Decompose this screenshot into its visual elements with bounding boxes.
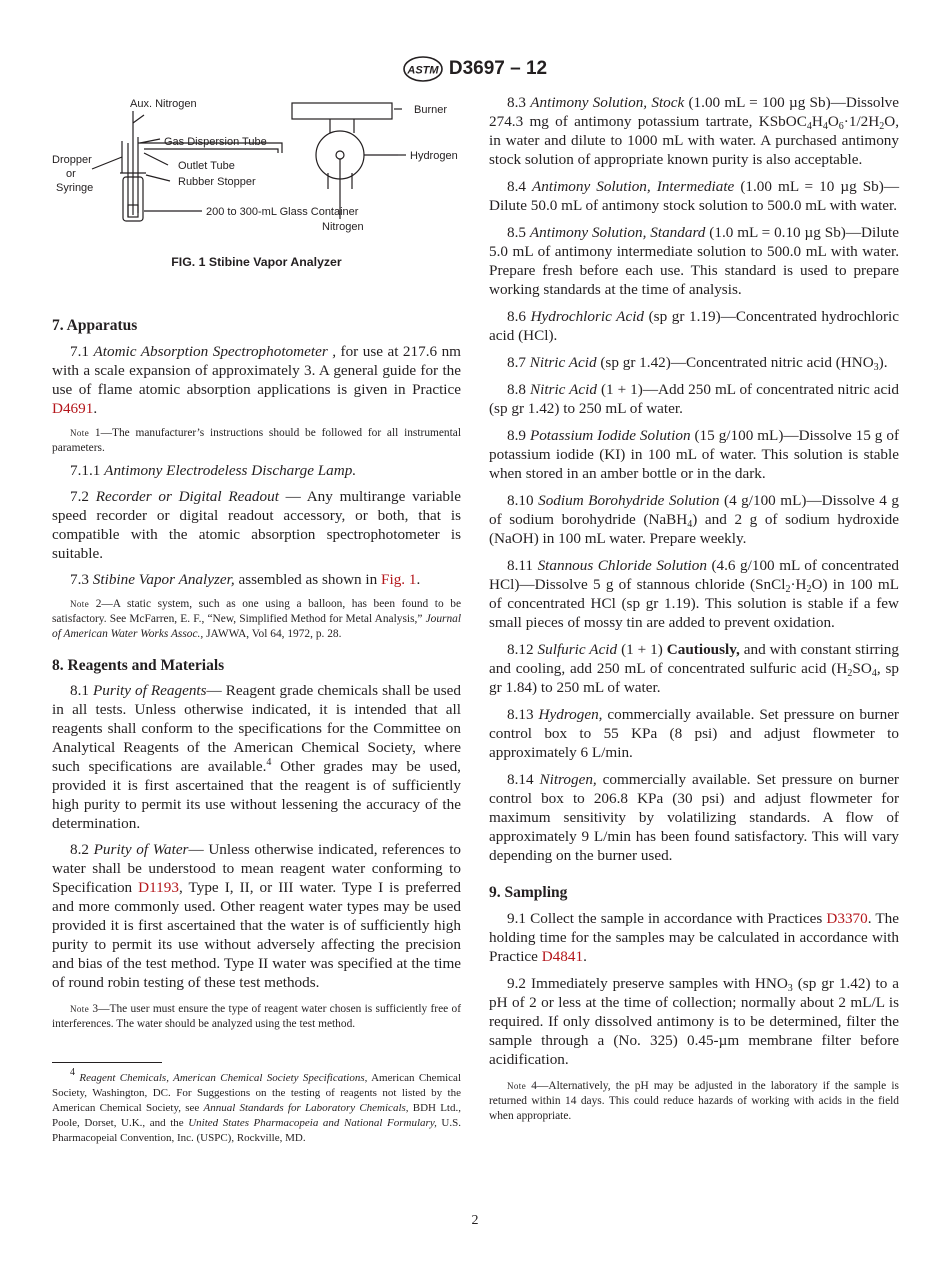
para-8-13: 8.13 Hydrogen, commercially available. Set pressure on burner control box to 55 KPa (8 psi) and adjust flowmeter to approximately 6 L/min.	[489, 706, 899, 761]
label-outlet-tube: Outlet Tube	[178, 160, 235, 172]
right-column	[489, 93, 899, 1124]
label-dropper: Dropper	[52, 154, 92, 166]
footnote-rule	[52, 1062, 162, 1063]
link-fig-1[interactable]: Fig. 1	[381, 571, 417, 588]
link-d3370[interactable]: D3370	[826, 910, 868, 927]
label-glass-container: 200 to 300-mL Glass Container	[206, 206, 359, 218]
para-8-9: 8.9 Potassium Iodide Solution (15 g/100 mL)—Dissolve 15 g of potassium iodide (KI) in 100 mL of water. This solution is stable when stored in an amber bottle or in the dark.	[489, 427, 899, 482]
para-7-1-1: 7.1.1 Antimony Electrodeless Discharge Lamp.	[70, 462, 357, 479]
note-4: Note 4—Alternatively, the pH may be adjusted in the laboratory if the sample is returned within 14 days. This could reduce hazards of working with acids in the field when appropriate.	[489, 1080, 899, 1122]
stibine-analyzer-diagram	[52, 93, 461, 253]
para-8-10: 8.10 Sodium Borohydride Solution (4 g/100 mL)—Dissolve 4 g of sodium borohydride (NaBH$_4$) and 2 g of sodium hydroxide (NaOH) in 100 mL water. Prepare weekly.	[489, 492, 899, 547]
section-7-title: 7. Apparatus	[52, 317, 138, 334]
para-8-3: 8.3 Antimony Solution, Stock (1.00 mL = 100 µg Sb)—Dissolve 274.3 mg of antimony potassium tartrate, $KSbOC_4H_4O_6\cdot 1/2H_2O$, in water and dilute to 1000 mL with water. A purchased antimony stock solution of appropriate known purity is also acceptable.	[489, 94, 900, 168]
label-aux-nitrogen: Aux. Nitrogen	[130, 98, 197, 110]
para-8-11: 8.11 Stannous Chloride Solution (4.6 g/100 mL of concentrated HCl)—Dissolve 5 g of stannous chloride $(SnCl_2\cdot H_2O)$ in 100 mL of concentrated HCl (sp gr 1.19). This solution is stable if a few small pieces of mossy tin are added to prevent oxidation.	[489, 557, 900, 631]
para-8-1: 8.1 Purity of Reagents— Reagent grade chemicals shall be used in all tests. Unless otherwise indicated, it is intended that all reagents shall conform to the specifications for the Committee on Analytical Reagents of the American Chemical Society, where such specifications are available.$^4$ Other grades may be used, provided it is first ascertained that the reagent is of sufficiently high purity to permit its use without lessening the accuracy of the determination.	[52, 682, 461, 832]
label-or: or	[66, 168, 76, 180]
astm-logo	[403, 56, 443, 82]
document-id: D3697 – 12	[448, 58, 548, 79]
para-8-6: 8.6 Hydrochloric Acid (sp gr 1.19)—Concentrated hydrochloric acid (HCl).	[489, 308, 900, 344]
para-7-3: 7.3 Stibine Vapor Analyzer, assembled as shown in Fig. 1.	[70, 571, 421, 588]
para-7-1: 7.1 Atomic Absorption Spectrophotometer , for use at 217.6 nm with a scale expansion of approximately 3. A general guide for the use of flame atomic absorption applications is given in Practice D4691.	[52, 343, 461, 417]
label-syringe: Syringe	[56, 182, 94, 194]
note-3: Note 3—The user must ensure the type of reagent water chosen is sufficiently free of interferences. The water should be analyzed using the test method.	[52, 1003, 462, 1030]
label-rubber-stopper: Rubber Stopper	[178, 176, 256, 188]
page-header	[0, 56, 950, 82]
para-8-8: 8.8 Nitric Acid (1 + 1)—Add 250 mL of concentrated nitric acid (sp gr 1.42) to 250 mL of water.	[489, 381, 900, 417]
para-7-2: 7.2 Recorder or Digital Readout — Any multirange variable speed recorder or digital readout accessory, or both, that is compatible with the atomic absorption spectrophotometer is suitable.	[52, 488, 461, 562]
label-gas-dispersion-tube: Gas Dispersion Tube	[164, 136, 267, 148]
left-column	[52, 93, 461, 1146]
para-8-5: 8.5 Antimony Solution, Standard (1.0 mL = 0.10 µg Sb)—Dilute 5.0 mL of antimony intermediate solution to 500.0 mL with water. Prepare fresh before each use. This standard is used to prepare working standards at the time of analysis.	[489, 224, 900, 298]
label-nitrogen: Nitrogen	[322, 221, 364, 233]
link-d4841[interactable]: D4841	[541, 948, 584, 965]
link-d1193[interactable]: D1193	[138, 879, 179, 896]
footnote-4: $^4$ Reagent Chemicals, American Chemical Society Specifications, American Chemical Society, Washington, DC. For Suggestions on the testing of reagents not listed by the American Chemical Society, see Annual Standards for Laboratory Chemicals, BDH Ltd., Poole, Dorset, U.K., and the United States Pharmacopeia and National Formulary, U.S. Pharmacopeial Convention, Inc. (USPC), Rockville, MD.	[52, 1067, 461, 1144]
para-9-1: 9.1 Collect the sample in accordance with Practices D3370. The holding time for the samples may be calculated in accordance with Practice D4841.	[489, 910, 899, 965]
label-burner: Burner	[414, 104, 448, 116]
page-number: 2	[471, 1213, 479, 1228]
note-1: Note 1—The manufacturer’s instructions should be followed for all instrumental parameters.	[52, 427, 462, 454]
link-d4691[interactable]: D4691	[52, 400, 94, 417]
para-8-12: 8.12 Sulfuric Acid (1 + 1) Cautiously, and with constant stirring and cooling, add 250 mL of concentrated sulfuric acid ($H_2SO_4$, sp gr 1.84) to 250 mL of water.	[489, 641, 899, 696]
para-8-4: 8.4 Antimony Solution, Intermediate (1.00 mL = 10 µg Sb)—Dilute 50.0 mL of antimony stock solution to 500.0 mL with water.	[489, 178, 900, 214]
label-hydrogen: Hydrogen	[410, 150, 458, 162]
section-8-title: 8. Reagents and Materials	[52, 657, 225, 674]
figure-1	[52, 93, 461, 253]
astm-logo-text: ASTM	[407, 64, 439, 77]
para-8-2: 8.2 Purity of Water— Unless otherwise indicated, references to water shall be understood to mean reagent water conforming to Specification D1193, Type I, II, or III water. Type I is preferred and more commonly used. Other reagent water types may be used provided it is first ascertained that the water is of sufficiently high purity to permit its use without adversely affecting the precision and bias of the test method. Type II water was specified at the time of round robin testing of these test methods.	[52, 841, 462, 991]
para-8-7: 8.7 Nitric Acid (sp gr 1.42)—Concentrated nitric acid $(HNO_3)$.	[507, 354, 888, 373]
para-9-2: 9.2 Immediately preserve samples with $HNO_3$ (sp gr 1.42) to a pH of 2 or less at the time of collection; normally about 2 mL/L is required. If only dissolved antimony is to be determined, filter the sample through a (No. 325) 0.45-µm membrane filter before acidification.	[489, 975, 899, 1068]
section-9-title: 9. Sampling	[489, 884, 568, 901]
figure-caption: FIG. 1 Stibine Vapor Analyzer	[171, 255, 342, 269]
para-8-14: 8.14 Nitrogen, commercially available. Set pressure on burner control box to 206.8 KPa (30 psi) and adjust flowmeter for maximum sensitivity by volatilizing standards. A flow of approximately 9 L/min has been found satisfactory. This will vary depending on the burner used.	[489, 771, 899, 864]
burner-head-shape	[292, 103, 392, 119]
note-2: Note 2—A static system, such as one using a balloon, has been found to be satisfactory. See McFarren, E. F., “New, Simplified Method for Metal Analysis,” Journal of American Water Works Assoc., JAWWA, Vol 64, 1972, p. 28.	[52, 598, 461, 640]
